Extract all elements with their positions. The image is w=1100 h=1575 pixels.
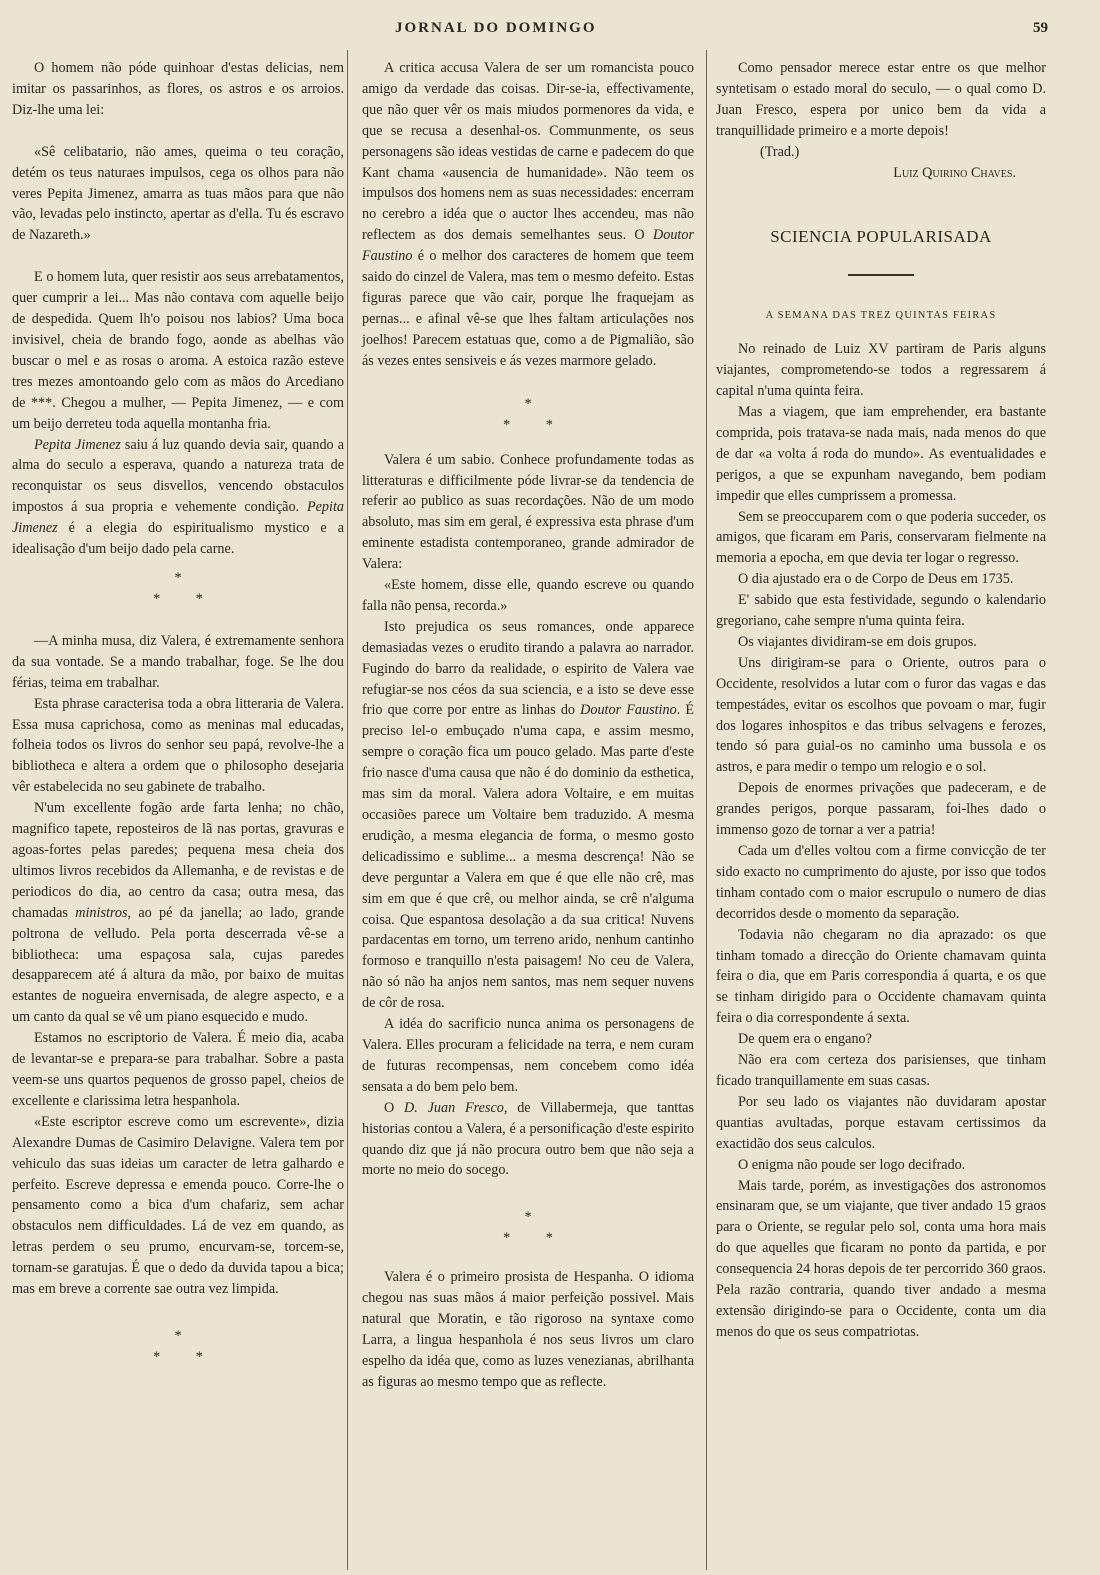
column-divider [706,50,707,1570]
paragraph: Uns dirigiram-se para o Oriente, outros para o Occidente, resolvidos a lutar com o furor das vagas e das tempestádes, evitar os escolhos que povoam o mar, fugir dos logares inhospitos e das tribus selvagens e ferozes, tendo só para guial-os no caminho uma bussola e os astros, e para medir o tempo um relogio e o sol. [716,654,1046,776]
paragraph: Cada um d'elles voltou com a firme convicção de ter sido exacto no cumprimento do ajuste, por isso que todos tinham contado com o maior escrupulo o numero de dias decorridos desde o momento da separação. [716,843,1046,922]
section-separator [12,1326,344,1368]
section-separator [362,394,694,436]
signature-line [716,142,1046,163]
paragraph: Como pensador merece estar entre os que melhor syntetisam o estado moral do seculo, — o qual como D. Juan Fresco, espera por unico bem da vida a tranquillidade primeiro e a morte depois! [716,60,1046,139]
separator-stars: * * [503,416,569,433]
paragraph: Sem se preoccuparem com o que poderia succeder, os amigos, que ficaram em Paris, conservaram fielmente na memoria a epocha, em que devia ter logar o regresso. [716,508,1046,567]
paragraph: «Este escriptor escreve como um escrevente», dizia Alexandre Dumas de Casimiro Delavigne. Valera tem por vehiculo das suas ideias um caracter de letra galhardo e perfeito. Escreve depressa e emenda pouco. Corre-lhe o pensamento como a bica d'um chafariz, sem achar obstaculos nem difficuldades. Lá de vez em quando, as letras perdem o seu prumo, encurvam-se, torcem-se, tornam-se garatujas. É que o dedo da duvida tapou a bica; mas em breve a corrente sae outra vez limpida. [12,1113,344,1298]
text-run: é a elegia do espiritualismo mystico e a idealisação d'um beijo dado pela carne. [12,520,344,558]
separator-stars: * * [153,1348,219,1365]
paragraph: O dia ajustado era o de Corpo de Deus em 1735. [738,571,1014,588]
column-2 [362,58,694,1393]
text-run: , ao pé da janella; ao lado, grande poltrona de velludo. Pela porta descerrada vê-se a bibliotheca: uma espaçosa sala, cujas paredes desapparecem até á altura da mão, por baixo de muitas estantes de nogueira envernisada, de alegre aspecto, e a um canto da qual se vê um piano esquecido e mudo. [12,904,345,1026]
paragraph: Estamos no escriptorio de Valera. É meio dia, acaba de levantar-se e prepara-se para trabalhar. Sobre a pasta veem-se uns quartos pequenos de grosso papel, cheios de excellente e clarissima letra hespanhola. [12,1030,344,1109]
paragraph: E' sabido que esta festividade, segundo o kalendario gregoriano, cahe sempre n'uma quinta feira. [716,592,1046,630]
text-run: é o melhor dos caracteres de homem que teem saido do cinzel de Valera, mas tem o mesmo defeito. Estas figuras parece que vão cair, porque lhe fraquejam as pernas... e afinal vê-se que lhes faltam articulações nos joelhos! Parecem estatuas que, como a de Pigmalião, são ás vezes entes sensiveis e ás vezes marmore gelado. [362,248,694,369]
paragraph: Mas a viagem, que iam emprehender, era bastante comprida, pois tratava-se nada mais, nada menos do que de dar «a volta á roda do mundo». As eventualidades e perigos, a que se expunham navegando, bem podiam impedir que elles cumprissem a promessa. [716,403,1046,504]
paragraph: Valera é o primeiro prosista de Hespanha. O idioma chegou nas suas mãos á maior perfeição possivel. Mais natural que Moratin, e tão rigoroso na syntaxe como Larra, a lingua hespanhola é nos seus livros um claro espelho da idéa que, como as luzes venezianas, abrilhanta as figuras ao mesmo tempo que as reflecte. [362,1269,694,1390]
subsection-title: A SEMANA DAS TREZ QUINTAS FEIRAS [765,310,997,322]
paragraph: Mais tarde, porém, as investigações dos astronomos ensinaram que, se um viajante, que tiver andado 15 graos para o Oriente, se regular pelo sol, conta uma hora mais do que aquelles que ficaram no ponto da partida, e por consequencia 24 horas depois de ter percorrido 360 graos. Pela razão contraria, quando tiver andado a mesma extensão dirigindo-se para o Occidente, conta um dia menos do que os seus compatriotas. [716,1177,1046,1340]
paragraph: —A minha musa, diz Valera, é extremamente senhora da sua vontade. Se a mando trabalhar, foge. Se lhe dou férias, teima em trabalhar. [12,632,344,691]
paragraph: Valera é um sabio. Conhece profundamente todas as litteraturas e difficilmente póde livrar-se da tendencia de referir ao publico as suas recordações. Não de um modo absoluto, mas sim em geral, é expressiva esta phrase d'um eminente estadista contemporaneo, grande admirador de Valera: [362,451,694,573]
text-run: . É preciso lel-o embuçado n'uma capa, e assim mesmo, sempre o coração fica um pouco gelado. Mas parte d'este frio nasce d'uma causa que não é do dominio da esthetica, mas sim da moral. Valera adora Voltaire, e em muitas occasiões parece um Voltaire bem traduzido. A mesma erudição, a mesma elegancia de forma, o mesmo gosto delicadissimo e sublime... a mesma descrença! Não se deve perguntar a Valera em que é que elle não crê, mas sim em que é que crê, ou melhor ainda, se crê n'alguma coisa. Que espantosa desolação a da sua critica! Nuvens pardacentas em torno, um terreno arido, nenhum cantinho formoso e tranquillo n'esta paisagem! No ceu de Valera, não só não ha anjos nem santos, mas nem sequer nuvens de côr de rosa. [362,702,694,1012]
paragraph: No reinado de Luiz XV partiram de Paris alguns viajantes, comprometendo-se todos a regressarem á capital n'uma quinta feira. [716,341,1046,400]
text-run: Isto prejudica os seus romances, onde apparece demasiadas vezes o erudito tirando a palavra ao narrador. Fugindo do barro da realidade, o espirito de Valera vae refugiar-se nos céos da sua sciencia, e a isto se deve esse frio que corre por entre as linhas do [362,618,694,719]
section-separator [362,1207,694,1249]
text-run: N'um excellente fogão arde farta lenha; no chão, magnifico tapete, reposteiros de lã nas portas, gravuras e agoas-fortes pelas paredes; pequena mesa cheia dos ultimos livros recebidos da Allemanha, e de revistas e de periodicos do dia, ao centro da casa; outra mesa, das chamadas [12,800,344,921]
separator-star: * [524,1209,532,1226]
paragraph: «Este homem, disse elle, quando escreve ou quando falla não pensa, recorda.» [362,577,694,614]
paragraph: Não era com certeza dos parisienses, que tinham ficado tranquillamente em suas casas. [716,1052,1046,1089]
paragraph: E o homem luta, quer resistir aos seus arrebatamentos, quer cumprir a lei... Mas não contava com aquelle beijo de despedida. Quem lh'o poisou nos labios? Uma boca invisivel, cheia de brando fogo, aonde as abelhas vão buscar o mel e as rosas o aroma. A estoica razão esteve tres mezes amontoando gelo com as mãos do Arcediano de ***. Chegou a mulher, — Pepita Jimenez, — e com um beijo derreteu toda aquella montanha fria. [12,269,344,432]
character-name: D. Juan Fresco [404,1099,504,1116]
paragraph: De quem era o engano? [738,1031,872,1048]
paragraph: O homem não póde quinhoar d'estas delicias, nem imitar os passarinhos, as flores, os astros e os arroios. Diz-lhe uma lei: [12,60,344,118]
book-title: Pepita Jimenez [34,436,121,453]
separator-star: * [174,1327,182,1344]
paragraph [362,1098,694,1182]
paragraph [12,435,344,560]
text-run: , de Villabermeja, que tanttas historias contou a Valera, é a personificação d'este espirito quando diz que já não procura outro bem que não seja a morte no meio do socego. [362,1099,694,1179]
book-title: Doutor Faustino [362,227,694,265]
translation-note: (Trad.) [760,143,800,160]
column-1 [12,58,344,1376]
journal-title: JORNAL DO DOMINGO [395,20,597,36]
section-title: SCIENCIA POPULARISADA [770,227,992,247]
paragraph: O enigma não poude ser logo decifrado. [738,1156,966,1173]
separator-stars: * * [153,590,219,607]
paragraph: Depois de enormes privações que padeceram, e de grandes perigos, porque passaram, foi-lhes dado o immenso gozo de tornar a ver a patria! [716,780,1046,839]
paragraph: Todavia não chegaram no dia aprazado: os que tinham tomado a direcção do Oriente chamavam quinta feira o dia, que em Paris correspondia á quarta, e os que se tinham dirigido para o Occidente chamavam quinta feira o dia correspondente á sexta. [716,926,1046,1027]
column-divider [347,50,348,1570]
paragraph [12,798,344,1028]
paragraph: Os viajantes dividiram-se em dois grupos. [738,633,977,650]
paragraph: Esta phrase caracterisa toda a obra litteraria de Valera. Essa musa caprichosa, como as meninas mal educadas, folheia todos os livros do senhor seu papá, revolve-lhe a bibliotheca e altera a ordem que o philosopho desejaria vêr estabelecida no seu gabinete de trabalho. [12,695,344,796]
author-signature: Luiz Quirino Chaves. [893,164,1016,181]
section-separator [12,568,344,610]
separator-star: * [174,569,182,586]
section-rule [848,274,914,276]
separator-star: * [524,395,532,412]
page-number: 59 [1033,20,1048,36]
text-run: A critica accusa Valera de ser um romancista pouco amigo da verdade das coisas. Dir-se-ia, effectivamente, que não quer vêr os mais miudos pormenores da vida, e que se recusa a desenhal-os. Communmente, os seus personagens são ideas vestidas de carne e padecem do que Kant chama «ausencia de humanidade». Não teem os impulsos dos homens nem as suas necessidades: encerram no cerebro a idéa que o auctor lhes accendeu, mas não reflectem as dos demais semelhantes seus. O [362,60,694,244]
paragraph: Por seu lado os viajantes não duvidaram apostar quantias avultadas, porque estavam certissimos da exactidão dos seus calculos. [716,1093,1046,1152]
book-title: Doutor Faustino [580,702,677,719]
page-header [0,20,1100,44]
paragraph [362,58,694,372]
separator-stars: * * [503,1230,569,1247]
paragraph: «Sê celibatario, não ames, queima o teu coração, detém os teus naturaes impulsos, cega os olhos para não veres Pepita Jimenez, amarra as tuas mãos para que não vão, levadas pelo instincto, apertar as d'ella. Tu és escravo de Nazareth.» [12,143,344,244]
paragraph [362,617,694,1014]
text-run: saiu á luz quando devia sair, quando a alma do seculo a esperava, quando a natureza trata de reconquistar os seus disvellos, vencendo obstaculos impostos á sua propria e vehemente condição. [12,436,345,516]
paragraph: A idéa do sacrificio nunca anima os personagens de Valera. Elles procuram a felicidade na terra, e nem curam de futuras recompensas, nem concebem como idéa sensata a do bem pelo bem. [362,1016,694,1095]
column-3 [716,58,1046,1343]
italic-term: ministros [75,904,128,921]
text-run: O [384,1099,405,1116]
book-title: Pepita Jimenez [12,499,344,537]
